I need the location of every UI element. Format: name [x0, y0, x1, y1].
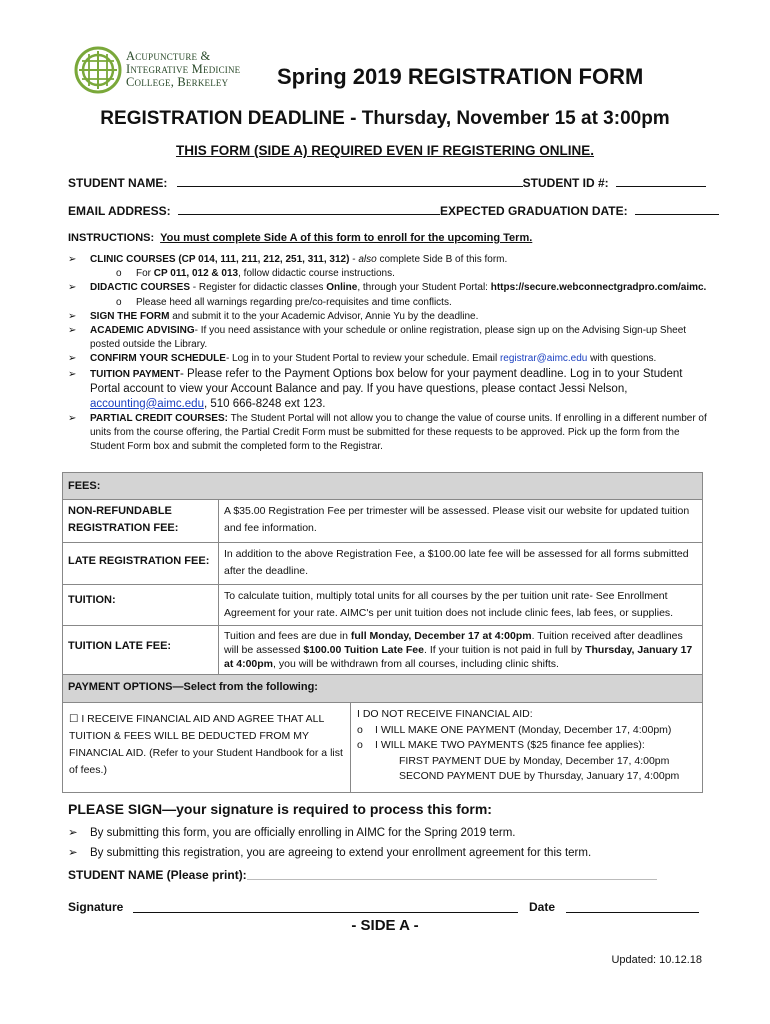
- one-payment-text: I WILL MAKE ONE PAYMENT (Monday, December 17, 4:00pm): [375, 723, 672, 736]
- fees-header: FEES:: [63, 473, 703, 500]
- arrow-bullet-icon: ➢: [68, 353, 77, 365]
- grad-date-field[interactable]: [635, 203, 719, 215]
- arrow-bullet-icon: ➢: [68, 847, 78, 859]
- instruction-didactic-sub: [68, 296, 708, 310]
- circle-bullet-icon: o: [116, 268, 122, 280]
- didactic-sub-text: Please heed all warnings regarding pre/co-requisites and time conflicts.: [136, 296, 452, 308]
- instruction-tuition: [68, 367, 708, 412]
- side-label: - SIDE A -: [351, 917, 419, 934]
- registration-deadline: REGISTRATION DEADLINE - Thursday, November 15 at 3:00pm: [100, 108, 670, 129]
- signature-field[interactable]: [133, 912, 518, 913]
- clinic-sub-text: , follow didactic course instructions.: [238, 268, 395, 280]
- logo-line-2: Integrative Medicine: [126, 62, 241, 76]
- instruction-advising: [68, 324, 708, 352]
- fee-row-late: [63, 543, 703, 585]
- college-logo: [74, 46, 274, 96]
- student-name-field[interactable]: [177, 175, 523, 187]
- fee-row-tuition: [63, 585, 703, 626]
- sign-text: and submit it to the your Academic Advisor, Annie Yu by the deadline.: [169, 310, 479, 322]
- instruction-didactic: [68, 281, 708, 295]
- instructions-heading: [68, 232, 532, 244]
- arrow-bullet-icon: ➢: [68, 827, 78, 839]
- clinic-sub-prefix: For: [136, 268, 154, 280]
- circle-bullet-icon: o: [357, 723, 363, 736]
- sign-point-1-text: By submitting this form, you are officially enrolling in AIMC for the Spring 2019 term.: [90, 827, 516, 839]
- instruction-partial-credit: [68, 412, 708, 455]
- tlate-part-a: Tuition and fees are due in: [224, 630, 351, 642]
- fee-row-nonrefundable: [63, 500, 703, 543]
- advising-text: - If you need assistance with your schedule or online registration, please sign up on the Advising Sign-up Sheet posted outside the Library.: [90, 325, 687, 351]
- date-field[interactable]: [566, 912, 699, 913]
- tlate-part-e: . If your tuition is not paid in full by: [423, 644, 586, 656]
- circle-bullet-icon: o: [357, 739, 363, 751]
- clinic-codes: (CP 014, 111, 211, 212, 251, 311, 312): [175, 254, 350, 265]
- clinic-dash: -: [349, 254, 359, 265]
- payment-header-row: [63, 675, 703, 703]
- confirm-text: - Log in to your Student Portal to review your schedule. Email: [225, 353, 500, 365]
- globe-logo-icon: [74, 46, 122, 94]
- confirm-title: CONFIRM YOUR SCHEDULE: [90, 353, 226, 365]
- fees-header-row: [63, 473, 703, 500]
- tuition-phone: , 510 666-8248 ext 123.: [203, 397, 326, 410]
- student-name-row: [68, 175, 706, 190]
- tlate-part-d: $100.00 Tuition Late Fee: [303, 644, 424, 656]
- fee-row-tuition-late: [63, 626, 703, 675]
- tlate-part-g: , you will be withdrawn from all courses, including clinic shifts.: [273, 658, 559, 670]
- logo-line-3: College, Berkeley: [126, 75, 229, 89]
- date-label: Date: [529, 900, 556, 914]
- one-payment-option[interactable]: [357, 723, 696, 739]
- instruction-sign: [68, 310, 708, 324]
- email-label: EMAIL ADDRESS:: [68, 204, 171, 218]
- checkbox-icon[interactable]: ☐: [69, 713, 79, 725]
- instructions-lead: You must complete Side A of this form to enroll for the upcoming Term.: [160, 232, 533, 244]
- tuition-title: TUITION PAYMENT: [90, 368, 181, 380]
- student-name-label: STUDENT NAME:: [68, 176, 168, 190]
- instructions-label: INSTRUCTIONS:: [68, 232, 155, 244]
- late-fee-desc: In addition to the above Registration Fee, a $100.00 late fee will be assessed for all forms submitted after the deadline.: [219, 543, 703, 585]
- tlate-part-b: full Monday, December 17 at 4:00pm: [350, 630, 532, 642]
- arrow-bullet-icon: ➢: [68, 254, 77, 265]
- partial-text: The Student Portal will not allow you to change the value of course units. If enrolling in a different number of units from the course offering, the Partial Credit Form must be submitted for these requests to be approved. Pick up the form from the Student Form box and submit the completed form to the Registrar.: [90, 412, 707, 453]
- logo-line-1: Acupuncture &: [126, 49, 211, 63]
- payment-options-row: [63, 703, 703, 793]
- clinic-title: CLINIC COURSES: [90, 254, 176, 265]
- tuition-late-label: TUITION LATE FEE:: [63, 626, 219, 675]
- no-aid-title: I DO NOT RECEIVE FINANCIAL AID:: [357, 708, 533, 720]
- nonrefundable-label: NON-REFUNDABLE REGISTRATION FEE:: [63, 500, 219, 543]
- payment-header: PAYMENT OPTIONS—Select from the following:: [63, 675, 703, 703]
- late-fee-label: LATE REGISTRATION FEE:: [63, 543, 219, 585]
- grad-date-label: EXPECTED GRADUATION DATE:: [440, 204, 628, 218]
- email-row: [68, 203, 719, 218]
- two-payments-option[interactable]: [357, 738, 696, 754]
- tuition-label: TUITION:: [63, 585, 219, 626]
- sign-title: SIGN THE FORM: [90, 310, 170, 322]
- fees-table: [62, 472, 703, 793]
- instruction-clinic: [68, 253, 708, 267]
- tuition-desc: To calculate tuition, multiply total units for all courses by the per tuition unit rate- See Enrollment Agreement for your rate. AIMC's per unit tuition does not include clinic fees, lab fees, or supplies.: [219, 585, 703, 626]
- tuition-text: - Please refer to the Payment Options box below for your payment deadline. Log in to your Student Portal account to view your Account Balance and pay. If you have questions, please contact Jessi Nelson,: [90, 367, 683, 395]
- confirm-text-end: with questions.: [587, 353, 657, 365]
- financial-aid-option[interactable]: [63, 703, 351, 792]
- instructions-list: [68, 253, 708, 454]
- tuition-late-desc: [219, 626, 703, 675]
- nonrefundable-desc: A $35.00 Registration Fee per trimester will be assessed. Please visit our website for updated tuition and fee information.: [219, 500, 703, 543]
- arrow-bullet-icon: ➢: [68, 282, 77, 294]
- didactic-online: Online: [326, 282, 358, 294]
- first-payment-due: FIRST PAYMENT DUE by Monday, December 17, 4:00pm: [399, 754, 670, 767]
- arrow-bullet-icon: ➢: [68, 412, 77, 424]
- sign-point-1: [68, 823, 591, 843]
- side-a-required-note: THIS FORM (SIDE A) REQUIRED EVEN IF REGISTERING ONLINE.: [175, 143, 595, 158]
- two-payments-text: I WILL MAKE TWO PAYMENTS ($25 finance fee applies):: [375, 739, 645, 751]
- no-aid-options: [351, 703, 702, 792]
- didactic-portal-text: , through your Student Portal:: [357, 282, 491, 294]
- form-title: Spring 2019 REGISTRATION FORM: [277, 64, 644, 89]
- print-name-field[interactable]: [247, 879, 657, 880]
- sign-point-2-text: By submitting this registration, you are agreeing to extend your enrollment agreement for this term.: [90, 847, 592, 859]
- accounting-email-link[interactable]: accounting@aimc.edu: [90, 397, 204, 410]
- tlate-part-f: Thursday, January 17 at 4:00pm: [224, 644, 693, 670]
- logo-wordmark: [126, 50, 240, 89]
- registrar-email-link[interactable]: registrar@aimc.edu: [499, 353, 588, 365]
- student-id-label: STUDENT ID #:: [522, 176, 609, 190]
- clinic-text: complete Side B of this form.: [376, 254, 508, 265]
- second-payment-due: SECOND PAYMENT DUE by Thursday, January 17, 4:00pm: [399, 770, 680, 782]
- email-field[interactable]: [178, 203, 440, 215]
- didactic-title: DIDACTIC COURSES: [90, 282, 191, 294]
- student-id-field[interactable]: [616, 175, 706, 187]
- financial-aid-text: I RECEIVE FINANCIAL AID AND AGREE THAT ALL TUITION & FEES WILL BE DEDUCTED FROM MY FINANCIAL AID. (Refer to your Student Handbook for a list of fees.): [69, 713, 343, 776]
- print-name-label: STUDENT NAME (Please print):: [68, 868, 247, 882]
- updated-date: Updated: 10.12.18: [611, 954, 702, 966]
- advising-title: ACADEMIC ADVISING: [90, 325, 195, 337]
- portal-url-link[interactable]: https://secure.webconnectgradpro.com/aimc.: [490, 282, 707, 294]
- payment-options-cell: [63, 703, 703, 793]
- sign-points: [68, 823, 591, 863]
- arrow-bullet-icon: ➢: [68, 310, 77, 322]
- tlate-part-c: . Tuition received after deadlines will be assessed: [224, 630, 683, 656]
- sign-point-2: [68, 843, 591, 863]
- clinic-also: also: [358, 254, 377, 265]
- circle-bullet-icon: o: [116, 296, 122, 308]
- arrow-bullet-icon: ➢: [68, 368, 77, 380]
- didactic-text: - Register for didactic classes: [190, 282, 327, 294]
- partial-title: PARTIAL CREDIT COURSES:: [90, 412, 228, 424]
- instruction-clinic-sub: [68, 267, 708, 281]
- sign-heading: PLEASE SIGN—your signature is required to process this form:: [68, 801, 492, 817]
- instruction-confirm: [68, 352, 708, 366]
- clinic-sub-codes: CP 011, 012 & 013: [153, 268, 239, 280]
- arrow-bullet-icon: ➢: [68, 325, 77, 337]
- payment-options: [63, 703, 702, 792]
- signature-label: Signature: [68, 900, 124, 914]
